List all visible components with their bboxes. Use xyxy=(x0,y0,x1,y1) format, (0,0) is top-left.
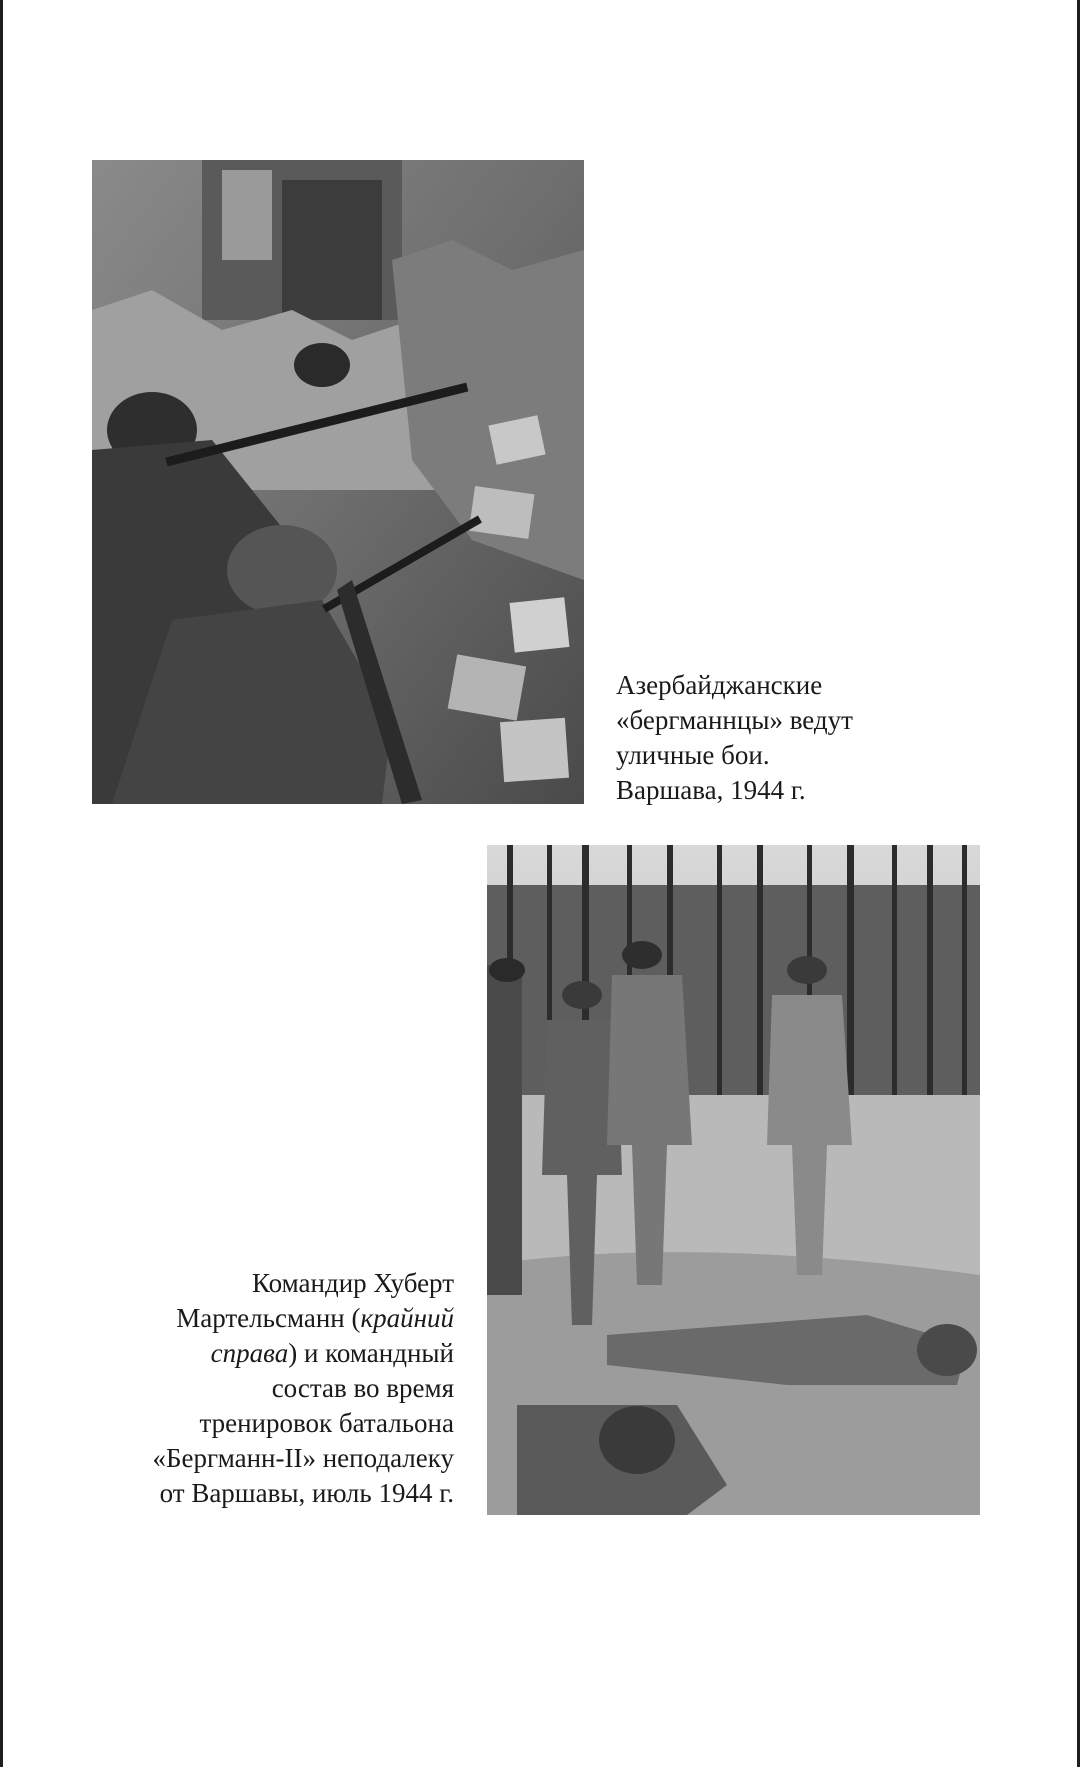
officers-training-photo xyxy=(487,845,980,1515)
bottom-photo-caption xyxy=(153,1266,454,1511)
caption-line: состав во время xyxy=(271,1373,454,1403)
caption-text: ) и командный xyxy=(288,1338,454,1368)
caption-line: тренировок батальона xyxy=(199,1408,454,1438)
caption-line: Азербайджанские xyxy=(616,670,823,700)
caption-line xyxy=(153,1301,454,1336)
caption-line: «бергманнцы» ведут xyxy=(616,705,853,735)
caption-text: Мартельсманн ( xyxy=(176,1303,361,1333)
caption-line: Варшава, 1944 г. xyxy=(616,775,806,805)
caption-italic-text: крайний xyxy=(360,1303,454,1333)
top-photo-caption xyxy=(616,668,853,808)
caption-italic-text: справа xyxy=(210,1338,289,1368)
street-fighting-photo xyxy=(92,160,584,804)
caption-line: «Бергманн-II» неподалеку xyxy=(152,1443,454,1473)
caption-line: от Варшавы, июль 1944 г. xyxy=(159,1478,454,1508)
page-edge-left xyxy=(0,0,3,1767)
caption-line xyxy=(153,1336,454,1371)
caption-line: уличные бои. xyxy=(616,740,770,770)
caption-line: Командир Хуберт xyxy=(252,1268,454,1298)
